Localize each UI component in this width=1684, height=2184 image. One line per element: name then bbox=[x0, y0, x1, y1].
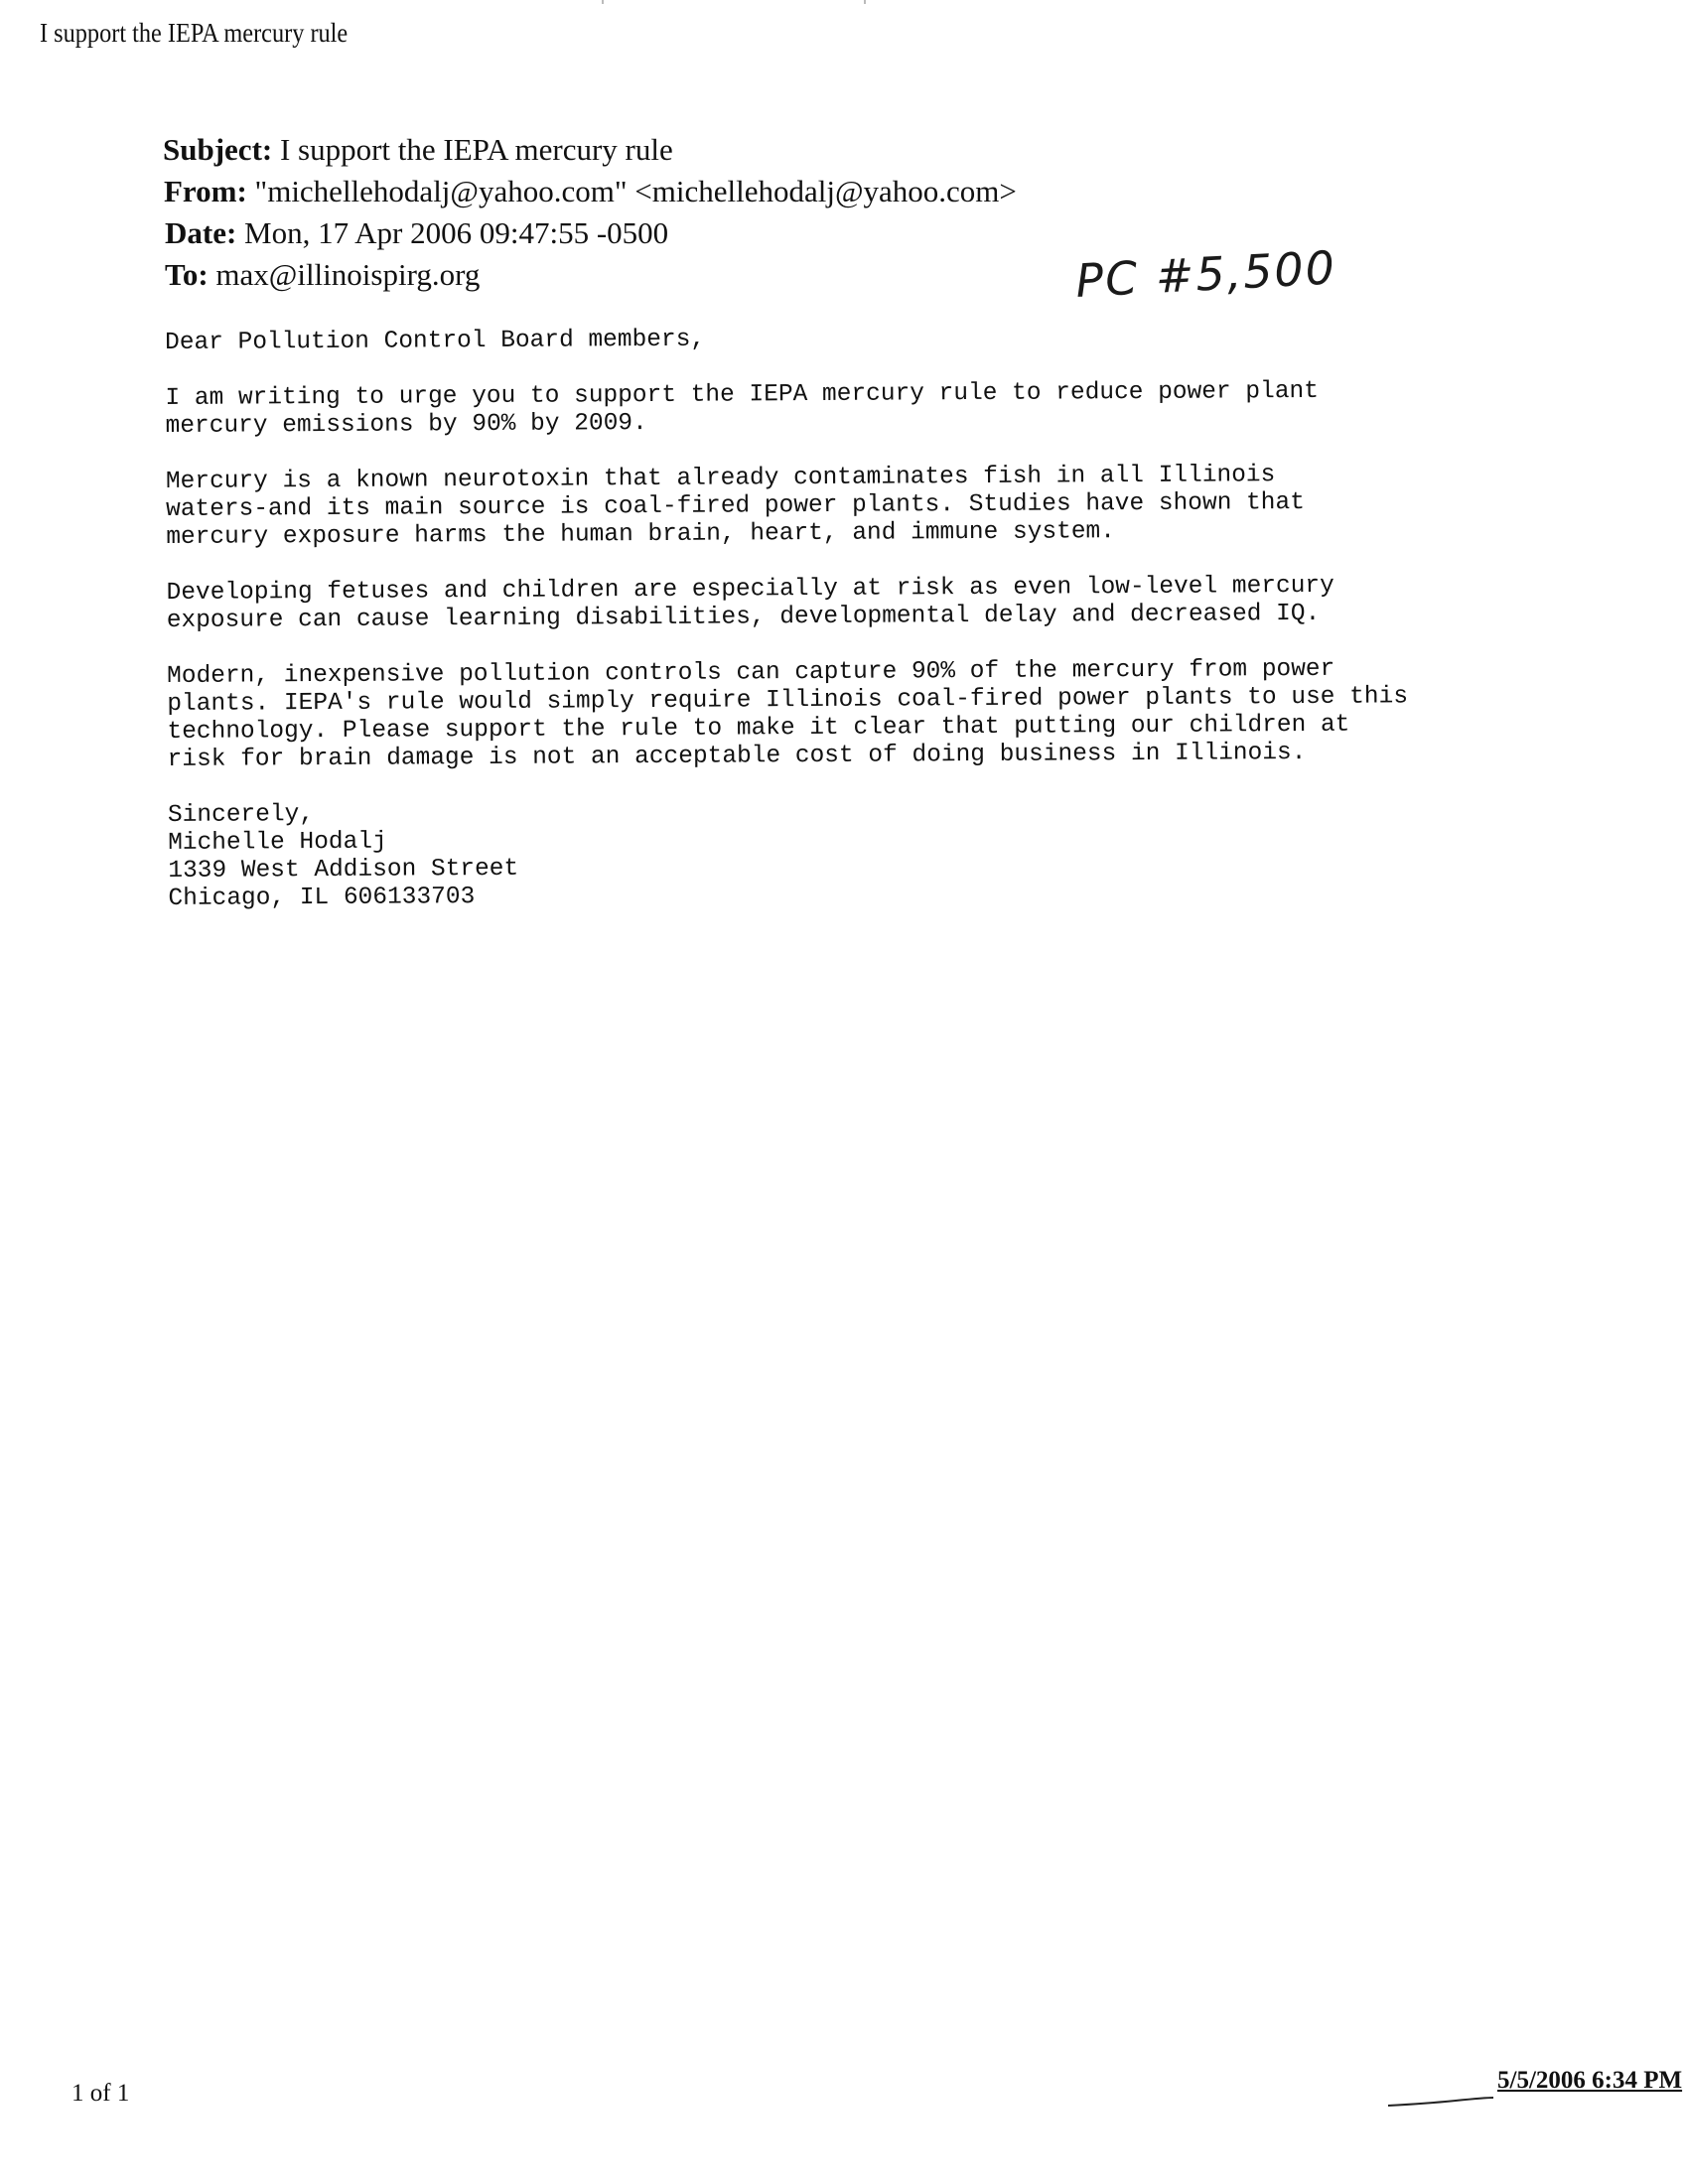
date-label: Date: bbox=[165, 215, 237, 250]
page-title: I support the IEPA mercury rule bbox=[40, 18, 349, 48]
from-row bbox=[164, 171, 1017, 212]
from-label: From: bbox=[164, 174, 247, 208]
email-body bbox=[165, 321, 1559, 913]
body-paragraph: Developing fetuses and children are especially at risk as even low-level mercury exposure can cause learning disabilities, developmental delay and decreased IQ. bbox=[166, 572, 1334, 634]
subject-value: I support the IEPA mercury rule bbox=[279, 132, 673, 167]
signature-block bbox=[168, 793, 1559, 913]
handwritten-annotation: PC #5,500 bbox=[1074, 240, 1338, 308]
subject-row bbox=[163, 129, 1017, 171]
body-paragraph: Modern, inexpensive pollution controls can capture 90% of the mercury from power plants. IEPA's rule would simply require Illinois coal-fired power plants to use this technology. Please support the rule to make it clear that putting our children at risk for brain damage is not an acceptable cost of doing business in Illinois. bbox=[167, 655, 1409, 773]
subject-label: Subject: bbox=[163, 132, 273, 167]
pen-underline-mark bbox=[1386, 2095, 1495, 2109]
from-value: "michellehodalj@yahoo.com" <michellehodalj@yahoo.com> bbox=[254, 174, 1017, 208]
to-row bbox=[165, 254, 1017, 296]
body-paragraph: I am writing to urge you to support the IEPA mercury rule to reduce power plant mercury emissions by 90% by 2009. bbox=[165, 377, 1319, 440]
page-number: 1 of 1 bbox=[71, 2080, 130, 2107]
date-row bbox=[165, 212, 1017, 254]
body-paragraph: Mercury is a known neurotoxin that already contaminates fish in all Illinois waters-and its main source is coal-fired power plants. Studies have shown that mercury exposure harms the human brain, heart, and immune system. bbox=[165, 462, 1305, 551]
address-line: 1339 West Addison Street bbox=[168, 855, 519, 885]
scan-speck bbox=[602, 0, 604, 4]
date-value: Mon, 17 Apr 2006 09:47:55 -0500 bbox=[244, 215, 669, 250]
to-label: To: bbox=[165, 257, 209, 292]
scan-speck bbox=[864, 0, 866, 4]
closing: Sincerely, bbox=[167, 801, 315, 829]
print-timestamp: 5/5/2006 6:34 PM bbox=[1497, 2067, 1683, 2094]
to-value: max@illinoispirg.org bbox=[215, 257, 481, 292]
email-header bbox=[163, 129, 1017, 296]
address-line: Chicago, IL 606133703 bbox=[168, 884, 476, 912]
salutation: Dear Pollution Control Board members, bbox=[165, 326, 706, 356]
signer-name: Michelle Hodalj bbox=[168, 828, 387, 857]
